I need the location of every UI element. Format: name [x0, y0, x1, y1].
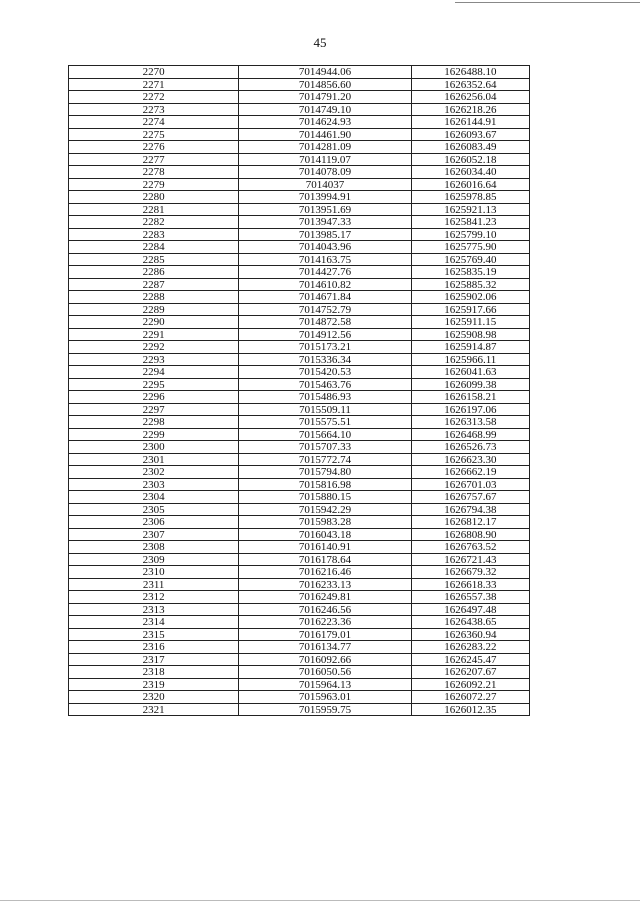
x-coordinate-cell: 7014163.75 — [239, 253, 412, 266]
y-coordinate-cell: 1626256.04 — [411, 91, 529, 104]
y-coordinate-cell: 1626041.63 — [411, 366, 529, 379]
y-coordinate-cell: 1626072.27 — [411, 691, 529, 704]
y-coordinate-cell: 1625841.23 — [411, 216, 529, 229]
x-coordinate-cell: 7016246.56 — [239, 603, 412, 616]
point-number-cell: 2321 — [69, 703, 239, 716]
y-coordinate-cell: 1626093.67 — [411, 128, 529, 141]
y-coordinate-cell: 1625835.19 — [411, 266, 529, 279]
y-coordinate-cell: 1625911.15 — [411, 316, 529, 329]
x-coordinate-cell: 7016178.64 — [239, 553, 412, 566]
y-coordinate-cell: 1626197.06 — [411, 403, 529, 416]
x-coordinate-cell: 7015772.74 — [239, 453, 412, 466]
y-coordinate-cell: 1626763.52 — [411, 541, 529, 554]
x-coordinate-cell: 7016233.13 — [239, 578, 412, 591]
table-row — [69, 191, 530, 204]
point-number-cell: 2316 — [69, 641, 239, 654]
point-number-cell: 2285 — [69, 253, 239, 266]
point-number-cell: 2286 — [69, 266, 239, 279]
table-row — [69, 441, 530, 454]
table-row — [69, 578, 530, 591]
y-coordinate-cell: 1626245.47 — [411, 653, 529, 666]
point-number-cell: 2311 — [69, 578, 239, 591]
x-coordinate-cell: 7014119.07 — [239, 153, 412, 166]
x-coordinate-cell: 7014624.93 — [239, 116, 412, 129]
table-row — [69, 566, 530, 579]
x-coordinate-cell: 7016216.46 — [239, 566, 412, 579]
x-coordinate-cell: 7014427.76 — [239, 266, 412, 279]
x-coordinate-cell: 7014078.09 — [239, 166, 412, 179]
y-coordinate-cell: 1625775.90 — [411, 241, 529, 254]
point-number-cell: 2299 — [69, 428, 239, 441]
point-number-cell: 2300 — [69, 441, 239, 454]
point-number-cell: 2271 — [69, 78, 239, 91]
y-coordinate-cell: 1626352.64 — [411, 78, 529, 91]
point-number-cell: 2273 — [69, 103, 239, 116]
table-row — [69, 78, 530, 91]
y-coordinate-cell: 1625908.98 — [411, 328, 529, 341]
point-number-cell: 2303 — [69, 478, 239, 491]
table-row — [69, 91, 530, 104]
x-coordinate-cell: 7014037 — [239, 178, 412, 191]
point-number-cell: 2298 — [69, 416, 239, 429]
y-coordinate-cell: 1626488.10 — [411, 66, 529, 79]
table-row — [69, 416, 530, 429]
y-coordinate-cell: 1626497.48 — [411, 603, 529, 616]
y-coordinate-cell: 1625917.66 — [411, 303, 529, 316]
x-coordinate-cell: 7016134.77 — [239, 641, 412, 654]
table-row — [69, 403, 530, 416]
table-row — [69, 178, 530, 191]
y-coordinate-cell: 1626679.32 — [411, 566, 529, 579]
table-row — [69, 616, 530, 629]
point-number-cell: 2278 — [69, 166, 239, 179]
y-coordinate-cell: 1626721.43 — [411, 553, 529, 566]
x-coordinate-cell: 7014281.09 — [239, 141, 412, 154]
point-number-cell: 2284 — [69, 241, 239, 254]
x-coordinate-cell: 7015509.11 — [239, 403, 412, 416]
point-number-cell: 2272 — [69, 91, 239, 104]
y-coordinate-cell: 1626618.33 — [411, 578, 529, 591]
x-coordinate-cell: 7013951.69 — [239, 203, 412, 216]
x-coordinate-cell: 7016140.91 — [239, 541, 412, 554]
point-number-cell: 2308 — [69, 541, 239, 554]
x-coordinate-cell: 7014610.82 — [239, 278, 412, 291]
y-coordinate-cell: 1626283.22 — [411, 641, 529, 654]
point-number-cell: 2281 — [69, 203, 239, 216]
point-number-cell: 2274 — [69, 116, 239, 129]
table-row — [69, 353, 530, 366]
y-coordinate-cell: 1626662.19 — [411, 466, 529, 479]
point-number-cell: 2306 — [69, 516, 239, 529]
y-coordinate-cell: 1626207.67 — [411, 666, 529, 679]
table-row — [69, 628, 530, 641]
y-coordinate-cell: 1625769.40 — [411, 253, 529, 266]
y-coordinate-cell: 1626557.38 — [411, 591, 529, 604]
y-coordinate-cell: 1626313.58 — [411, 416, 529, 429]
y-coordinate-cell: 1626158.21 — [411, 391, 529, 404]
y-coordinate-cell: 1626757.67 — [411, 491, 529, 504]
table-row — [69, 603, 530, 616]
coordinates-table — [68, 65, 530, 716]
table-row — [69, 116, 530, 129]
point-number-cell: 2289 — [69, 303, 239, 316]
y-coordinate-cell: 1626144.91 — [411, 116, 529, 129]
point-number-cell: 2287 — [69, 278, 239, 291]
point-number-cell: 2319 — [69, 678, 239, 691]
coordinates-table-body — [69, 66, 530, 716]
x-coordinate-cell: 7014856.60 — [239, 78, 412, 91]
table-row — [69, 678, 530, 691]
x-coordinate-cell: 7014461.90 — [239, 128, 412, 141]
x-coordinate-cell: 7015959.75 — [239, 703, 412, 716]
table-row — [69, 203, 530, 216]
table-row — [69, 316, 530, 329]
table-row — [69, 378, 530, 391]
point-number-cell: 2270 — [69, 66, 239, 79]
x-coordinate-cell: 7015664.10 — [239, 428, 412, 441]
y-coordinate-cell: 1626360.94 — [411, 628, 529, 641]
point-number-cell: 2320 — [69, 691, 239, 704]
table-row — [69, 153, 530, 166]
point-number-cell: 2292 — [69, 341, 239, 354]
x-coordinate-cell: 7016050.56 — [239, 666, 412, 679]
y-coordinate-cell: 1625966.11 — [411, 353, 529, 366]
y-coordinate-cell: 1625978.85 — [411, 191, 529, 204]
table-row — [69, 366, 530, 379]
y-coordinate-cell: 1626218.26 — [411, 103, 529, 116]
x-coordinate-cell: 7015336.34 — [239, 353, 412, 366]
y-coordinate-cell: 1625799.10 — [411, 228, 529, 241]
point-number-cell: 2283 — [69, 228, 239, 241]
y-coordinate-cell: 1626794.38 — [411, 503, 529, 516]
y-coordinate-cell: 1626808.90 — [411, 528, 529, 541]
point-number-cell: 2317 — [69, 653, 239, 666]
x-coordinate-cell: 7015983.28 — [239, 516, 412, 529]
scan-edge-bottom — [0, 900, 640, 901]
x-coordinate-cell: 7016092.66 — [239, 653, 412, 666]
table-row — [69, 141, 530, 154]
x-coordinate-cell: 7015707.33 — [239, 441, 412, 454]
table-row — [69, 253, 530, 266]
point-number-cell: 2314 — [69, 616, 239, 629]
x-coordinate-cell: 7015463.76 — [239, 378, 412, 391]
table-row — [69, 528, 530, 541]
table-row — [69, 241, 530, 254]
table-row — [69, 166, 530, 179]
x-coordinate-cell: 7015794.80 — [239, 466, 412, 479]
point-number-cell: 2309 — [69, 553, 239, 566]
y-coordinate-cell: 1626092.21 — [411, 678, 529, 691]
y-coordinate-cell: 1625921.13 — [411, 203, 529, 216]
y-coordinate-cell: 1626012.35 — [411, 703, 529, 716]
x-coordinate-cell: 7014912.56 — [239, 328, 412, 341]
table-row — [69, 341, 530, 354]
x-coordinate-cell: 7015486.93 — [239, 391, 412, 404]
x-coordinate-cell: 7015942.29 — [239, 503, 412, 516]
table-row — [69, 653, 530, 666]
point-number-cell: 2304 — [69, 491, 239, 504]
x-coordinate-cell: 7013985.17 — [239, 228, 412, 241]
y-coordinate-cell: 1626812.17 — [411, 516, 529, 529]
point-number-cell: 2313 — [69, 603, 239, 616]
x-coordinate-cell: 7014872.58 — [239, 316, 412, 329]
y-coordinate-cell: 1626052.18 — [411, 153, 529, 166]
x-coordinate-cell: 7013994.91 — [239, 191, 412, 204]
table-row — [69, 591, 530, 604]
point-number-cell: 2282 — [69, 216, 239, 229]
point-number-cell: 2315 — [69, 628, 239, 641]
table-row — [69, 516, 530, 529]
x-coordinate-cell: 7014944.06 — [239, 66, 412, 79]
scan-edge-top — [455, 2, 640, 3]
x-coordinate-cell: 7015963.01 — [239, 691, 412, 704]
y-coordinate-cell: 1626526.73 — [411, 441, 529, 454]
y-coordinate-cell: 1626099.38 — [411, 378, 529, 391]
point-number-cell: 2291 — [69, 328, 239, 341]
table-row — [69, 266, 530, 279]
point-number-cell: 2297 — [69, 403, 239, 416]
table-row — [69, 541, 530, 554]
point-number-cell: 2276 — [69, 141, 239, 154]
x-coordinate-cell: 7016223.36 — [239, 616, 412, 629]
y-coordinate-cell: 1626034.40 — [411, 166, 529, 179]
y-coordinate-cell: 1625914.87 — [411, 341, 529, 354]
point-number-cell: 2295 — [69, 378, 239, 391]
table-row — [69, 228, 530, 241]
y-coordinate-cell: 1625885.32 — [411, 278, 529, 291]
y-coordinate-cell: 1626083.49 — [411, 141, 529, 154]
x-coordinate-cell: 7014791.20 — [239, 91, 412, 104]
y-coordinate-cell: 1626701.03 — [411, 478, 529, 491]
point-number-cell: 2307 — [69, 528, 239, 541]
table-row — [69, 641, 530, 654]
table-row — [69, 291, 530, 304]
x-coordinate-cell: 7016179.01 — [239, 628, 412, 641]
x-coordinate-cell: 7015964.13 — [239, 678, 412, 691]
y-coordinate-cell: 1626468.99 — [411, 428, 529, 441]
point-number-cell: 2293 — [69, 353, 239, 366]
x-coordinate-cell: 7015575.51 — [239, 416, 412, 429]
x-coordinate-cell: 7014749.10 — [239, 103, 412, 116]
x-coordinate-cell: 7013947.33 — [239, 216, 412, 229]
point-number-cell: 2296 — [69, 391, 239, 404]
point-number-cell: 2310 — [69, 566, 239, 579]
table-row — [69, 278, 530, 291]
x-coordinate-cell: 7015880.15 — [239, 491, 412, 504]
table-row — [69, 503, 530, 516]
x-coordinate-cell: 7014043.96 — [239, 241, 412, 254]
point-number-cell: 2277 — [69, 153, 239, 166]
table-row — [69, 491, 530, 504]
point-number-cell: 2279 — [69, 178, 239, 191]
table-row — [69, 703, 530, 716]
table-row — [69, 216, 530, 229]
table-row — [69, 328, 530, 341]
y-coordinate-cell: 1625902.06 — [411, 291, 529, 304]
table-row — [69, 128, 530, 141]
y-coordinate-cell: 1626438.65 — [411, 616, 529, 629]
table-row — [69, 103, 530, 116]
x-coordinate-cell: 7016249.81 — [239, 591, 412, 604]
table-row — [69, 691, 530, 704]
point-number-cell: 2275 — [69, 128, 239, 141]
table-row — [69, 66, 530, 79]
x-coordinate-cell: 7015420.53 — [239, 366, 412, 379]
x-coordinate-cell: 7016043.18 — [239, 528, 412, 541]
x-coordinate-cell: 7014752.79 — [239, 303, 412, 316]
x-coordinate-cell: 7015173.21 — [239, 341, 412, 354]
point-number-cell: 2318 — [69, 666, 239, 679]
y-coordinate-cell: 1626623.30 — [411, 453, 529, 466]
point-number-cell: 2302 — [69, 466, 239, 479]
table-row — [69, 666, 530, 679]
point-number-cell: 2301 — [69, 453, 239, 466]
x-coordinate-cell: 7014671.84 — [239, 291, 412, 304]
point-number-cell: 2305 — [69, 503, 239, 516]
page-number: 45 — [313, 35, 327, 50]
table-row — [69, 553, 530, 566]
point-number-cell: 2290 — [69, 316, 239, 329]
y-coordinate-cell: 1626016.64 — [411, 178, 529, 191]
table-row — [69, 453, 530, 466]
point-number-cell: 2288 — [69, 291, 239, 304]
table-row — [69, 303, 530, 316]
table-row — [69, 391, 530, 404]
table-row — [69, 466, 530, 479]
table-row — [69, 478, 530, 491]
point-number-cell: 2280 — [69, 191, 239, 204]
x-coordinate-cell: 7015816.98 — [239, 478, 412, 491]
table-row — [69, 428, 530, 441]
point-number-cell: 2312 — [69, 591, 239, 604]
point-number-cell: 2294 — [69, 366, 239, 379]
